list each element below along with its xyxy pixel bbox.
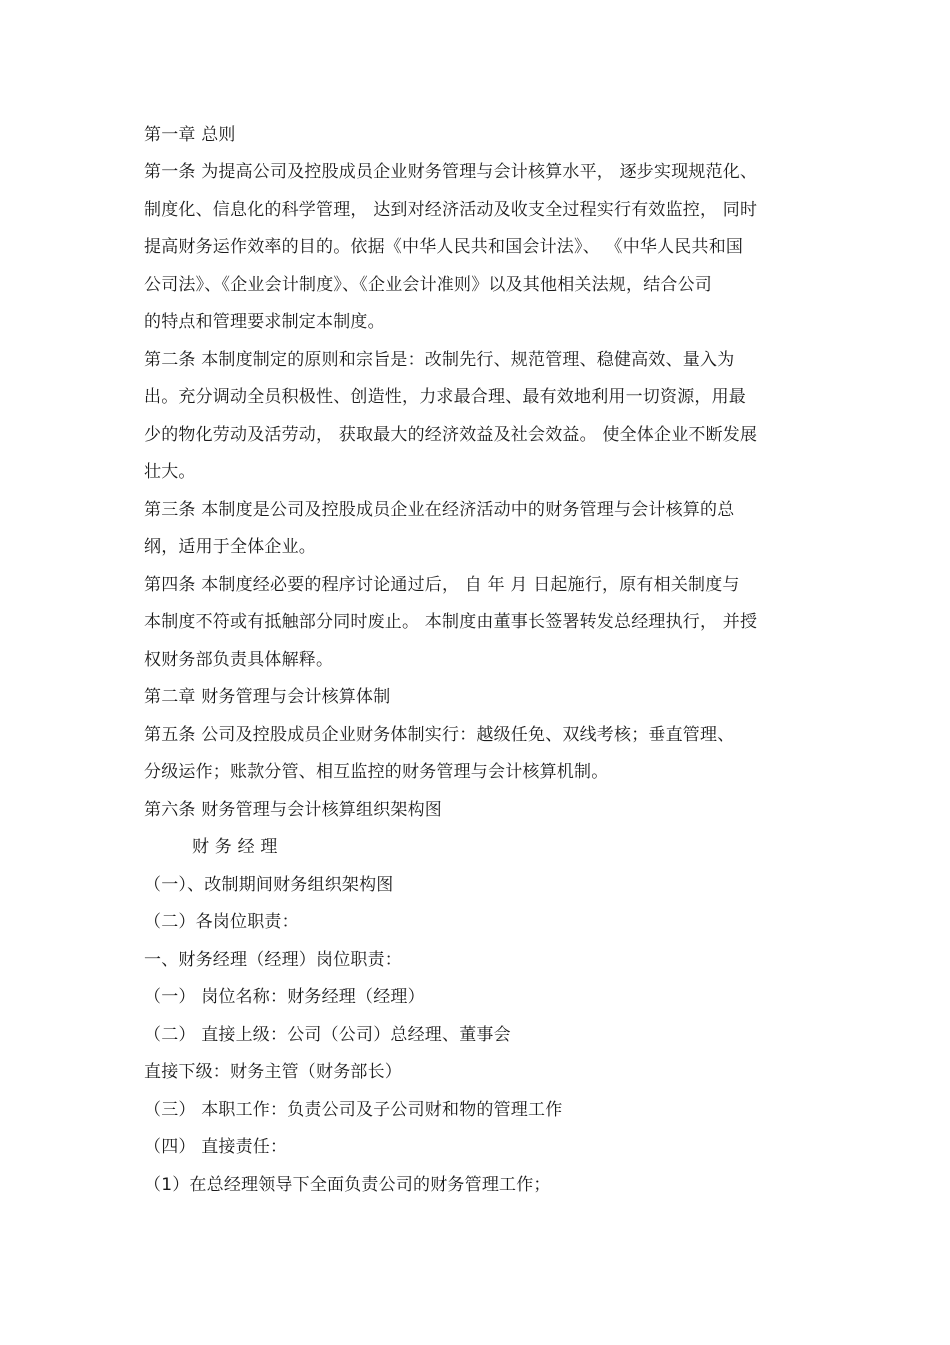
text-line: 第一条 为提高公司及控股成员企业财务管理与会计核算水平， 逐步实现规范化、 xyxy=(144,162,758,182)
text-line: 一、财务经理（经理）岗位职责： xyxy=(144,950,402,970)
text-line: 第四条 本制度经必要的程序讨论通过后， 自 年 月 日起施行，原有相关制度与 xyxy=(144,575,740,595)
text-line: 壮大。 xyxy=(144,462,196,482)
text-line: 第五条 公司及控股成员企业财务体制实行：越级任免、双线考核；垂直管理、 xyxy=(144,725,735,745)
text-line: 出。充分调动全员积极性、创造性，力求最合理、最有效地利用一切资源，用最 xyxy=(144,387,746,407)
text-line: （三） 本职工作：负责公司及子公司财和物的管理工作 xyxy=(144,1100,563,1120)
text-line: （一） 岗位名称：财务经理（经理） xyxy=(144,987,425,1007)
text-line: 分级运作；账款分管、相互监控的财务管理与会计核算机制。 xyxy=(144,762,609,782)
text-line: 权财务部负责具体解释。 xyxy=(144,650,334,670)
text-line: （二）各岗位职责： xyxy=(144,912,299,932)
chapter-1-heading: 第一章 总则 xyxy=(144,125,236,145)
text-line: 第六条 财务管理与会计核算组织架构图 xyxy=(144,800,443,820)
text-line: 纲，适用于全体企业。 xyxy=(144,537,316,557)
text-line: 制度化、信息化的科学管理， 达到对经济活动及收支全过程实行有效监控， 同时 xyxy=(144,200,758,220)
text-line: （二） 直接上级：公司（公司）总经理、董事会 xyxy=(144,1025,511,1045)
text-line: 的特点和管理要求制定本制度。 xyxy=(144,312,385,332)
text-line: 本制度不符或有抵触部分同时废止。 本制度由董事长签署转发总经理执行， 并授 xyxy=(144,612,758,632)
text-line: 第三条 本制度是公司及控股成员企业在经济活动中的财务管理与会计核算的总 xyxy=(144,500,735,520)
org-chart-label: 财 务 经 理 xyxy=(192,837,278,857)
text-line: 第二条 本制度制定的原则和宗旨是：改制先行、规范管理、稳健高效、量入为 xyxy=(144,350,735,370)
text-line: 少的物化劳动及活劳动， 获取最大的经济效益及社会效益。 使全体企业不断发展 xyxy=(144,425,758,445)
text-line: （四） 直接责任： xyxy=(144,1137,288,1157)
chapter-2-heading: 第二章 财务管理与会计核算体制 xyxy=(144,687,391,707)
text-line: 直接下级：财务主管（财务部长） xyxy=(144,1062,402,1082)
text-line: （1）在总经理领导下全面负责公司的财务管理工作； xyxy=(144,1175,551,1195)
text-line: （一）、改制期间财务组织架构图 xyxy=(144,875,394,895)
text-line: 提高财务运作效率的目的。依据《中华人民共和国会计法》、 《中华人民共和国 xyxy=(144,237,744,257)
text-line: 公司法》、《企业会计制度》、《企业会计准则》以及其他相关法规，结合公司 xyxy=(144,275,712,295)
